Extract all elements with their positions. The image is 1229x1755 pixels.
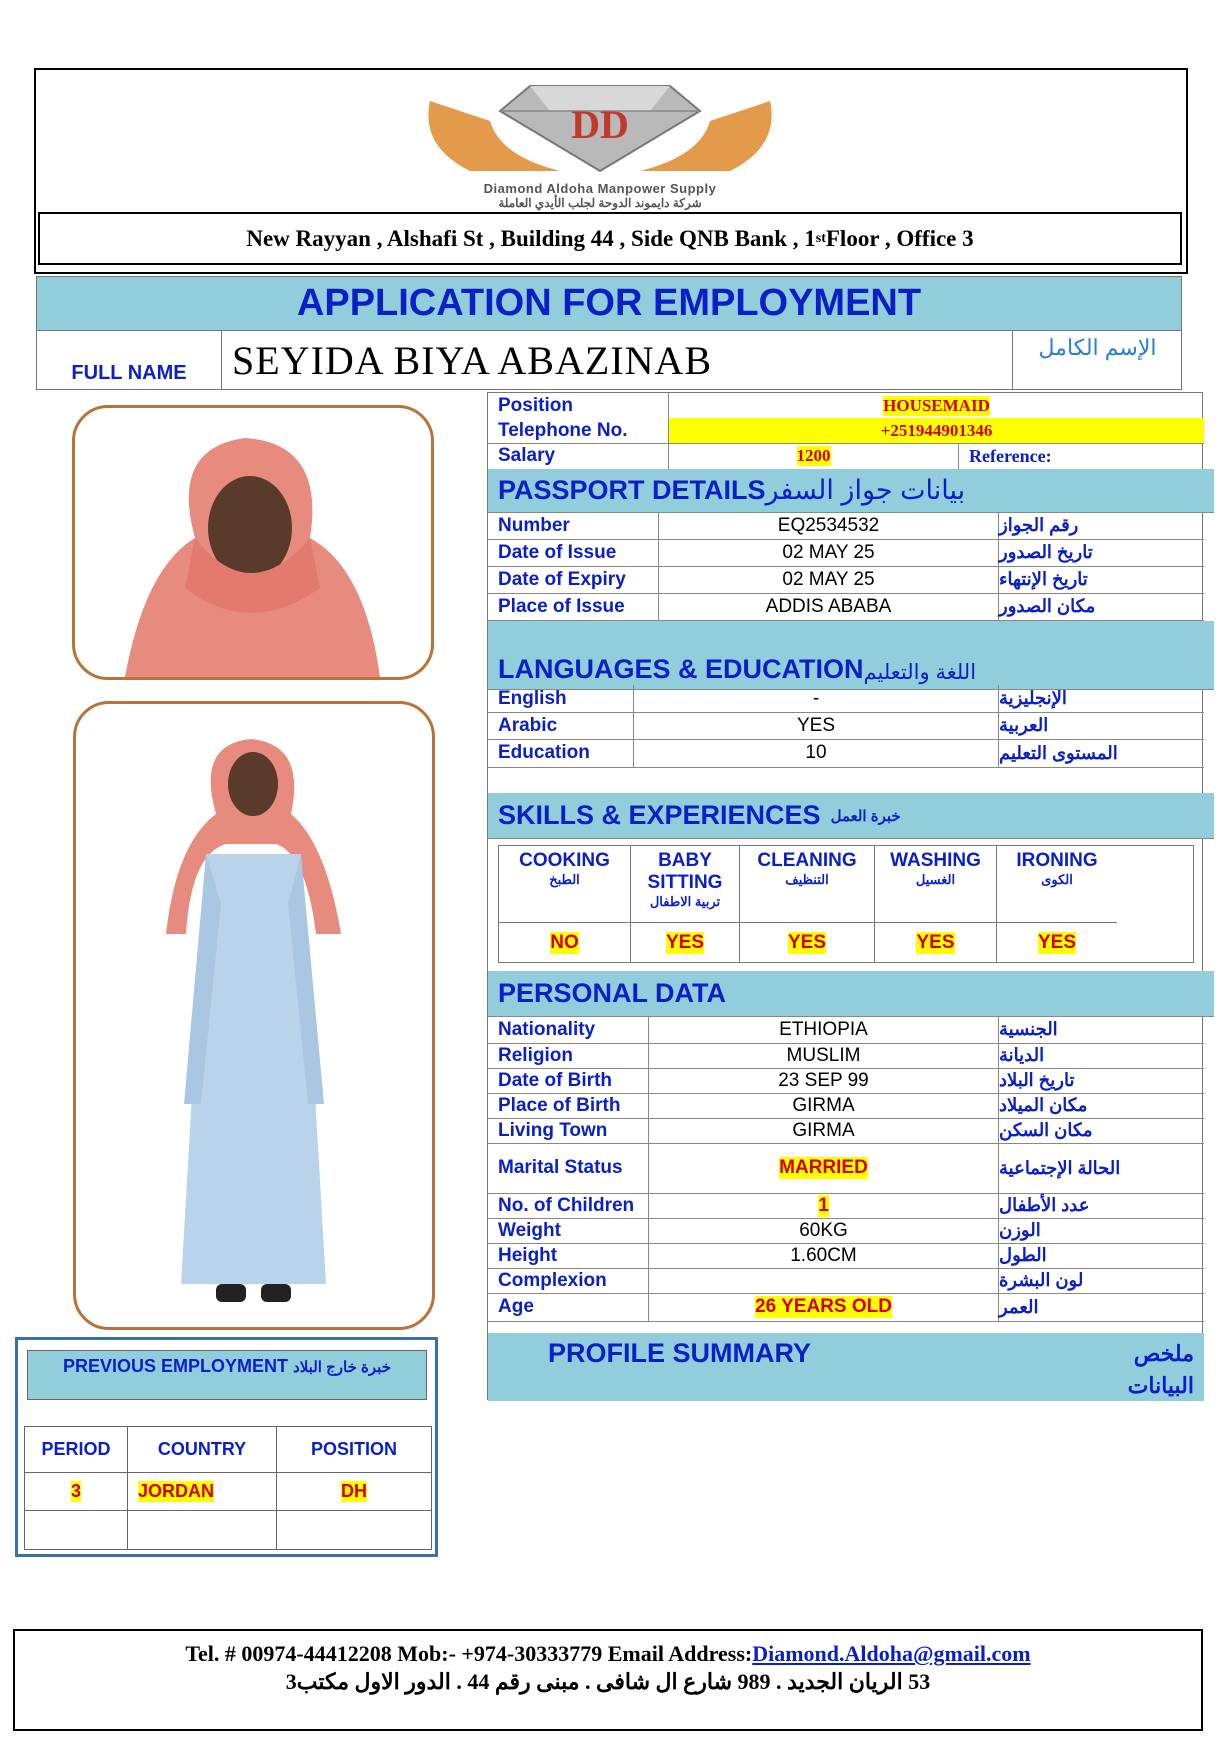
row-label: Place of Issue bbox=[498, 595, 625, 617]
row-label-ar: المستوى التعليم bbox=[998, 739, 1204, 767]
skills-title-ar: خبرة العمل bbox=[830, 807, 901, 825]
previous-employment-table bbox=[24, 1426, 432, 1550]
row-value-cell bbox=[648, 1143, 998, 1193]
passport-title: PASSPORT DETAILS bbox=[498, 475, 766, 505]
skill-value-cell bbox=[875, 922, 996, 963]
data-row bbox=[488, 1118, 1204, 1144]
full-name-label-ar: الإسم الكامل bbox=[1012, 331, 1182, 389]
skill-column bbox=[630, 846, 739, 962]
telephone-label: Telephone No. bbox=[488, 418, 668, 443]
personal-title: PERSONAL DATA bbox=[498, 978, 727, 1008]
empty-cell bbox=[127, 1511, 276, 1549]
row-label: Date of Expiry bbox=[498, 568, 626, 590]
row-value-cell bbox=[658, 566, 998, 593]
row-value: 1.60CM bbox=[790, 1244, 857, 1266]
salary-value: 1200 bbox=[796, 446, 831, 465]
row-label-ar: العمر bbox=[998, 1293, 1204, 1321]
skill-name: BABY SITTING bbox=[647, 850, 723, 893]
row-value-cell bbox=[648, 1068, 998, 1093]
position-value-cell bbox=[668, 393, 1204, 418]
row-label-ar: تاريخ البلاد bbox=[998, 1068, 1204, 1093]
row-value: ETHIOPIA bbox=[779, 1018, 868, 1040]
row-label: Age bbox=[498, 1296, 534, 1317]
row-value: 1 bbox=[818, 1194, 829, 1216]
country-header: COUNTRY bbox=[127, 1427, 276, 1472]
row-label-ar: تاريخ الصدور bbox=[998, 539, 1204, 566]
data-row bbox=[488, 712, 1204, 740]
office-address bbox=[38, 212, 1182, 265]
telephone-value: +251944901346 bbox=[668, 418, 1204, 443]
skill-value-cell bbox=[499, 922, 630, 963]
row-label-ar: العربية bbox=[998, 712, 1204, 739]
row-value-cell bbox=[648, 1043, 998, 1068]
row-label: English bbox=[498, 687, 567, 709]
row-value: EQ2534532 bbox=[777, 514, 880, 536]
data-row bbox=[488, 1293, 1204, 1322]
row-value: GIRMA bbox=[792, 1094, 855, 1116]
row-value: ADDIS ABABA bbox=[765, 595, 892, 617]
data-row bbox=[488, 512, 1204, 540]
row-value-cell bbox=[633, 739, 998, 767]
skill-column bbox=[996, 846, 1117, 962]
row-label-ar: الديانة bbox=[998, 1043, 1204, 1068]
skill-name-ar: التنظيف bbox=[785, 872, 829, 887]
row-value: 10 bbox=[805, 742, 827, 763]
previous-employment-row bbox=[25, 1473, 431, 1511]
data-row bbox=[488, 1068, 1204, 1094]
row-label-ar: مكان الميلاد bbox=[998, 1093, 1204, 1118]
languages-title-ar: اللغة والتعليم bbox=[863, 661, 977, 684]
row-value: 02 MAY 25 bbox=[782, 568, 875, 590]
previous-employment-title-en: PREVIOUS EMPLOYMENT bbox=[63, 1356, 289, 1376]
row-value: - bbox=[812, 687, 820, 709]
portrait-photo bbox=[72, 405, 434, 680]
row-label-ar: الإنجليزية bbox=[998, 685, 1204, 712]
row-value-cell bbox=[648, 1118, 998, 1143]
footer-contact-line bbox=[15, 1641, 1201, 1667]
data-row bbox=[488, 1218, 1204, 1244]
skill-name: WASHING bbox=[890, 850, 981, 871]
previous-employment-empty-row bbox=[25, 1511, 431, 1549]
profile-summary-title: PROFILE SUMMARY bbox=[548, 1338, 811, 1368]
skills-section-header bbox=[488, 793, 1214, 839]
skill-value: YES bbox=[787, 932, 827, 953]
address-ordinal: st bbox=[815, 230, 826, 246]
skill-name-ar: تربية الاطفال bbox=[649, 894, 721, 909]
data-row bbox=[488, 566, 1204, 594]
row-label: Date of Issue bbox=[498, 541, 617, 563]
row-label: Religion bbox=[498, 1044, 573, 1066]
row-label: Marital Status bbox=[498, 1157, 623, 1178]
footer-contact-text: Tel. # 00974-44412208 Mob:- +974-30333779 Email Address: bbox=[185, 1641, 753, 1666]
skills-table bbox=[498, 845, 1194, 963]
reference-label: Reference: bbox=[958, 443, 1204, 469]
row-value-cell bbox=[658, 593, 998, 620]
footer-address-ar: 53 الريان الجديد . 989 شارع ال شافى . مبنى رقم 44 . الدور الاول مكتب3 bbox=[285, 1669, 931, 1694]
skill-value: YES bbox=[1037, 932, 1077, 953]
skill-name: CLEANING bbox=[757, 850, 857, 871]
passport-section-header bbox=[488, 469, 1214, 513]
details-panel bbox=[487, 392, 1203, 1400]
full-body-photo bbox=[73, 701, 435, 1330]
salary-row bbox=[488, 443, 1204, 470]
row-label-ar: مكان الصدور bbox=[998, 593, 1204, 620]
page-title: APPLICATION FOR EMPLOYMENT bbox=[36, 276, 1182, 331]
row-value-cell bbox=[648, 1243, 998, 1268]
svg-text:DD: DD bbox=[571, 102, 629, 147]
row-value-cell bbox=[633, 712, 998, 739]
telephone-row bbox=[488, 418, 1204, 444]
row-value: 26 YEARS OLD bbox=[755, 1296, 892, 1317]
salary-value-cell bbox=[668, 443, 958, 469]
data-row bbox=[488, 685, 1204, 713]
row-value-cell bbox=[648, 1193, 998, 1218]
skills-title: SKILLS & EXPERIENCES bbox=[498, 800, 821, 830]
row-value-cell bbox=[658, 539, 998, 566]
row-value-cell bbox=[648, 1293, 998, 1321]
row-value-cell bbox=[648, 1268, 998, 1293]
skill-value-cell bbox=[631, 922, 739, 963]
row-label: Nationality bbox=[498, 1018, 596, 1040]
row-label: Height bbox=[498, 1244, 558, 1266]
skill-name-ar: الطبخ bbox=[549, 872, 580, 887]
data-row bbox=[488, 1268, 1204, 1294]
footer-contact bbox=[13, 1629, 1203, 1731]
position-row bbox=[488, 393, 1204, 419]
full-name-value: SEYIDA BIYA ABAZINAB bbox=[232, 337, 713, 383]
row-label-ar: الجنسية bbox=[998, 1016, 1204, 1043]
row-value: 23 SEP 99 bbox=[778, 1069, 869, 1091]
languages-section-header bbox=[488, 621, 1214, 690]
period-cell bbox=[25, 1473, 127, 1510]
row-value: GIRMA bbox=[792, 1119, 855, 1141]
company-name-en: Diamond Aldoha Manpower Supply bbox=[483, 181, 717, 196]
row-label: Number bbox=[498, 514, 570, 536]
row-label-ar: عدد الأطفال bbox=[998, 1193, 1204, 1218]
row-label: Weight bbox=[498, 1219, 561, 1241]
full-name-label: FULL NAME bbox=[37, 331, 222, 389]
data-row bbox=[488, 739, 1204, 768]
skill-column bbox=[739, 846, 874, 962]
row-label: Education bbox=[498, 742, 590, 763]
skill-value: YES bbox=[665, 932, 705, 953]
company-name-ar: شركة دايموند الدوحة لجلب الأيدي العاملة bbox=[498, 196, 702, 210]
skill-value: NO bbox=[550, 932, 579, 953]
full-name-row bbox=[36, 330, 1182, 390]
row-label-ar: الطول bbox=[998, 1243, 1204, 1268]
skill-name-ar: الغسيل bbox=[915, 872, 956, 887]
row-value: MARRIED bbox=[779, 1157, 868, 1178]
country-value: JORDAN bbox=[138, 1481, 215, 1501]
skill-column bbox=[499, 846, 630, 962]
data-row bbox=[488, 539, 1204, 567]
skill-column bbox=[874, 846, 996, 962]
previous-employment-box bbox=[15, 1337, 438, 1557]
row-label: Complexion bbox=[498, 1269, 607, 1291]
previous-employment-header-row bbox=[25, 1427, 431, 1473]
skill-name: IRONING bbox=[1016, 850, 1098, 871]
position-label: Position bbox=[498, 394, 573, 416]
row-label-ar: مكان السكن bbox=[998, 1118, 1204, 1143]
row-value-cell bbox=[648, 1016, 998, 1043]
address-suffix: Floor , Office 3 bbox=[825, 225, 974, 251]
data-row bbox=[488, 1243, 1204, 1269]
row-value: YES bbox=[796, 714, 836, 736]
address-prefix: New Rayyan , Alshafi St , Building 44 , Side QNB Bank , 1 bbox=[246, 225, 816, 251]
previous-employment-title bbox=[27, 1350, 427, 1400]
profile-summary-header bbox=[488, 1333, 1204, 1401]
row-value-cell bbox=[633, 685, 998, 712]
data-row bbox=[488, 1143, 1204, 1194]
period-header: PERIOD bbox=[41, 1439, 111, 1459]
row-value: 60KG bbox=[799, 1219, 848, 1241]
position-header: POSITION bbox=[276, 1427, 431, 1472]
passport-title-ar: بيانات جواز السفر bbox=[765, 475, 966, 505]
previous-employment-title-ar: خبرة خارج البلاد bbox=[293, 1359, 391, 1376]
row-label-ar: رقم الجواز bbox=[998, 512, 1204, 539]
email-link[interactable]: Diamond.Aldoha@gmail.com bbox=[752, 1641, 1031, 1666]
empty-cell bbox=[276, 1511, 431, 1549]
row-label-ar: الحالة الإجتماعية bbox=[998, 1143, 1204, 1193]
row-value-cell bbox=[648, 1093, 998, 1118]
data-row bbox=[488, 1193, 1204, 1219]
row-value: 02 MAY 25 bbox=[782, 541, 875, 563]
row-label-ar: الوزن bbox=[998, 1218, 1204, 1243]
position-value: HOUSEMAID bbox=[883, 395, 990, 415]
row-label-ar: تاريخ الإنتهاء bbox=[998, 566, 1204, 593]
personal-section-header bbox=[488, 971, 1214, 1017]
period-value: 3 bbox=[70, 1481, 81, 1501]
data-row bbox=[488, 1043, 1204, 1069]
skill-value-cell bbox=[997, 922, 1117, 963]
row-value-cell bbox=[648, 1218, 998, 1243]
languages-title: LANGUAGES & EDUCATION bbox=[498, 654, 864, 684]
skill-name: COOKING bbox=[519, 850, 610, 871]
row-label-ar: لون البشرة bbox=[998, 1268, 1204, 1293]
row-label: Date of Birth bbox=[498, 1069, 612, 1091]
data-row bbox=[488, 1093, 1204, 1119]
profile-summary-title-ar: ملخص البيانات bbox=[1127, 1341, 1194, 1398]
row-value-cell bbox=[658, 512, 998, 539]
skill-value: YES bbox=[916, 932, 955, 953]
row-label: Arabic bbox=[498, 714, 558, 736]
data-row bbox=[488, 593, 1204, 621]
row-label: Living Town bbox=[498, 1119, 608, 1141]
company-logo bbox=[410, 76, 790, 211]
data-row bbox=[488, 1016, 1204, 1044]
skill-value-cell bbox=[740, 922, 874, 963]
position-value-prev: DH bbox=[341, 1481, 367, 1501]
skill-name-ar: الكوى bbox=[1041, 872, 1073, 887]
position-cell bbox=[276, 1473, 431, 1510]
row-value: MUSLIM bbox=[786, 1044, 861, 1066]
salary-label: Salary bbox=[498, 445, 556, 466]
row-label: Place of Birth bbox=[498, 1094, 621, 1116]
diamond-hands-icon bbox=[410, 76, 790, 176]
country-cell bbox=[127, 1473, 276, 1510]
row-label: No. of Children bbox=[498, 1194, 635, 1216]
